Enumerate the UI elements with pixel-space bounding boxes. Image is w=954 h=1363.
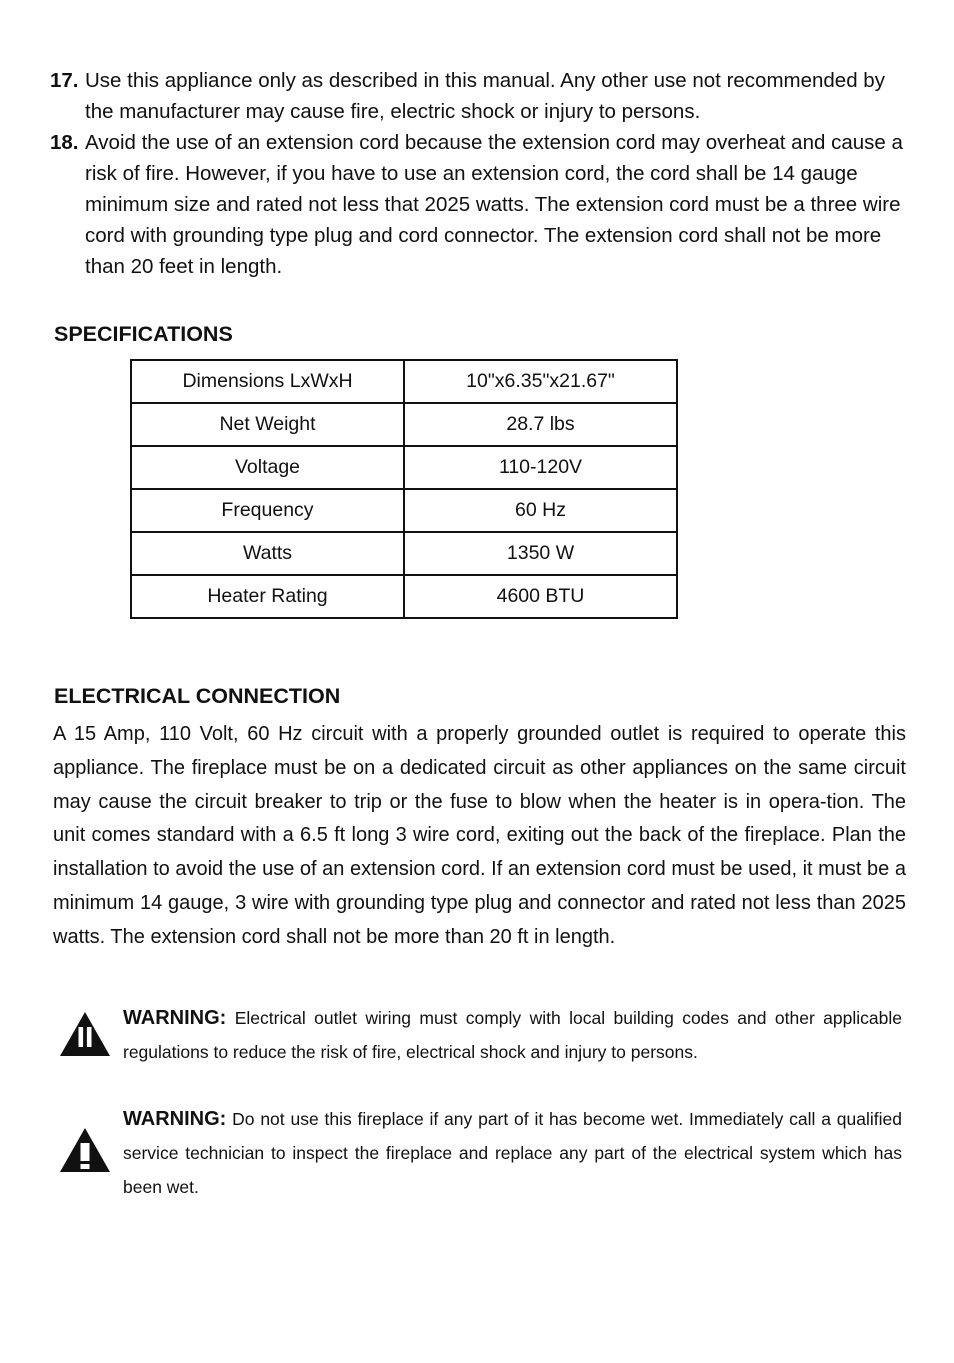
spec-value: 28.7 lbs [404,403,677,446]
list-item-18 [50,127,910,282]
spec-label: Dimensions LxWxH [131,360,404,403]
spec-value: 60 Hz [404,489,677,532]
spec-value: 4600 BTU [404,575,677,618]
table-row [131,575,677,618]
spec-value: 10"x6.35"x21.67" [404,360,677,403]
warning-label: WARNING: [123,1007,227,1029]
spec-label: Voltage [131,446,404,489]
table-row [131,532,677,575]
spec-label: Frequency [131,489,404,532]
table-row [131,446,677,489]
spec-label: Heater Rating [131,575,404,618]
item-number: 17. [50,69,79,92]
warning-text: Electrical outlet wiring must comply with local building codes and other applicable regulations to reduce the risk of fire, electrical shock and injury to persons. [123,1008,902,1062]
warning-wet-fireplace [123,1102,902,1204]
electrical-connection-paragraph: A 15 Amp, 110 Volt, 60 Hz circuit with a properly grounded outlet is required to operate this appliance. The fireplace must be on a dedicated circuit as other appliances on the same circuit may cause the circuit breaker to trip or the fuse to blow when the heater is in opera-tion. The unit comes standard with a 6.5 ft long 3 wire cord, exiting out the back of the fireplace. Plan the installation to avoid the use of an extension cord. If an extension cord must be used, it must be a minimum 14 gauge, 3 wire with grounding type plug and connector and rated not less than 2025 watts. The extension cord shall not be more than 20 ft in length. [53,723,906,948]
spec-label: Watts [131,532,404,575]
warning-triangle-icon [59,1011,111,1057]
electrical-connection-heading: ELECTRICAL CONNECTION [54,684,341,708]
specifications-table [130,359,678,619]
spec-value: 110-120V [404,446,677,489]
warning-triangle-icon [59,1127,111,1173]
table-row [131,360,677,403]
item-text: Avoid the use of an extension cord because the extension cord may overheat and cause a risk of fire. However, if you have to use an extension cord, the cord shall be 14 gauge minimum size and rated not less that 2025 watts. The extension cord must be a three wire cord with grounding type plug and cord connector. The extension cord shall not be more than 20 feet in length. [85,131,903,278]
specifications-heading: SPECIFICATIONS [54,322,233,346]
item-text: Use this appliance only as described in this manual. Any other use not recommended by the manufacturer may cause fire, electric shock or injury to persons. [85,69,885,123]
list-item-17 [50,65,910,127]
warning-electrical-wiring [123,1001,902,1069]
warning-text: Do not use this fireplace if any part of it has become wet. Immediately call a qualified service technician to inspect the fireplace and replace any part of the electrical system which has been wet. [123,1109,902,1197]
item-number: 18. [50,131,79,154]
warning-label: WARNING: [123,1108,227,1130]
table-row [131,489,677,532]
spec-label: Net Weight [131,403,404,446]
spec-value: 1350 W [404,532,677,575]
table-row [131,403,677,446]
